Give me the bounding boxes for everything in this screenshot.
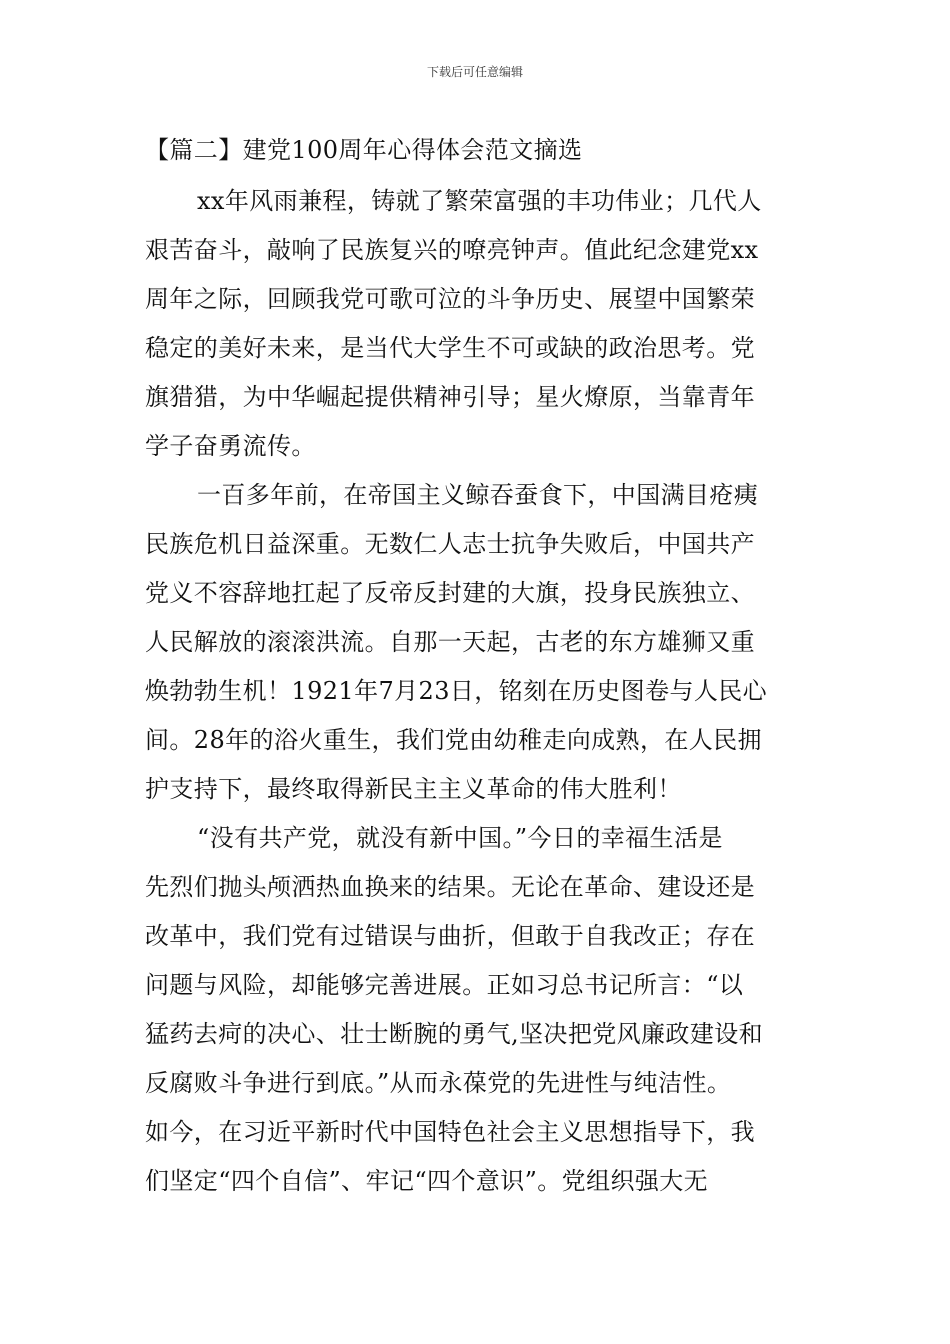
paragraph-line: 周年之际，回顾我党可歌可泣的斗争历史、展望中国繁荣 (145, 285, 755, 313)
paragraph-line: xx年风雨兼程，铸就了繁荣富强的丰功伟业；几代人 (197, 187, 762, 215)
paragraph-line: 反腐败斗争进行到底。”从而永葆党的先进性与纯洁性。 (145, 1069, 732, 1097)
paragraph-line: 问题与风险，却能够完善进展。正如习总书记所言：“以 (145, 971, 744, 999)
paragraph-line: 人民解放的滚滚洪流。自那一天起，古老的东方雄狮又重 (145, 628, 755, 656)
article-body (145, 126, 810, 1206)
paragraph-line: 改革中，我们党有过错误与曲折，但敢于自我改正；存在 (145, 922, 755, 950)
paragraph-line: 先烈们抛头颅洒热血换来的结果。无论在革命、建设还是 (145, 873, 755, 901)
paragraph-line: 护支持下，最终取得新民主主义革命的伟大胜利！ (145, 775, 682, 803)
paragraph-line: 旗猎猎，为中华崛起提供精神引导；星火燎原，当靠青年 (145, 383, 755, 411)
paragraph-line: 民族危机日益深重。无数仁人志士抗争失败后，中国共产 (145, 530, 755, 558)
paragraph-line: 一百多年前，在帝国主义鲸吞蚕食下，中国满目疮痍 (197, 481, 759, 509)
page-header-note: 下载后可任意编辑 (426, 65, 523, 79)
paragraph-line: 猛药去疴的决心、壮士断腕的勇气,坚决把党风廉政建设和 (145, 1020, 764, 1048)
paragraph-1 (145, 177, 810, 471)
paragraph-line: 如今，在习近平新时代中国特色社会主义思想指导下，我 (145, 1118, 755, 1146)
paragraph-line: “没有共产党，就没有新中国。”今日的幸福生活是 (197, 824, 723, 852)
article-title: 【篇二】建党100周年心得体会范文摘选 (145, 136, 583, 164)
paragraph-line: 艰苦奋斗，敲响了民族复兴的嘹亮钟声。值此纪念建党xx (145, 236, 759, 264)
paragraph-2 (145, 471, 810, 814)
paragraph-line: 学子奋勇流传。 (145, 432, 316, 460)
paragraph-3 (145, 814, 810, 1206)
paragraph-line: 间。28年的浴火重生，我们党由幼稚走向成熟，在人民拥 (145, 726, 762, 754)
paragraph-line: 们坚定“四个自信”、牢记“四个意识”。党组织强大无 (145, 1167, 709, 1195)
paragraph-line: 党义不容辞地扛起了反帝反封建的大旗，投身民族独立、 (145, 579, 755, 607)
paragraph-line: 焕勃勃生机！1921年7月23日，铭刻在历史图卷与人民心 (145, 677, 768, 705)
paragraph-line: 稳定的美好未来，是当代大学生不可或缺的政治思考。党 (145, 334, 755, 362)
